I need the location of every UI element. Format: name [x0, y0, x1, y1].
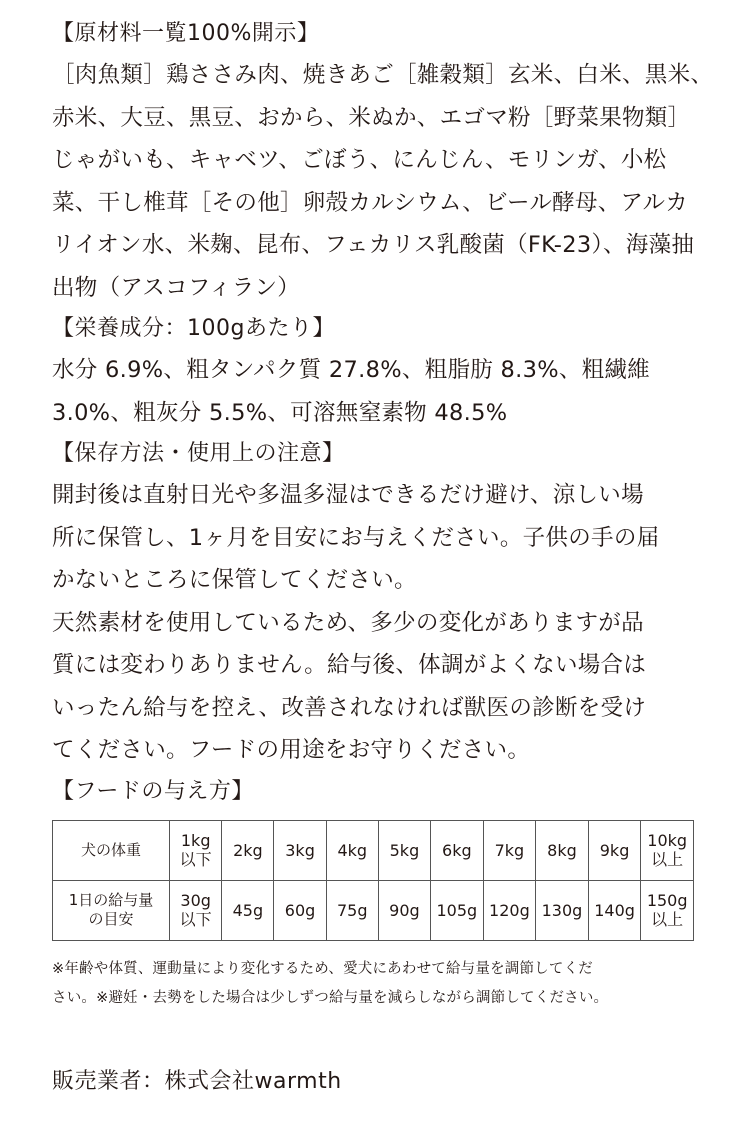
amount-value: 以下: [179, 910, 212, 929]
feeding-heading: 【フードの与え方】: [52, 778, 254, 804]
amount-cell: [483, 880, 536, 940]
weight-cell: [170, 820, 222, 880]
amount-value: 105g: [436, 900, 478, 920]
weight-cell: [222, 820, 274, 880]
weight-cell: [274, 820, 326, 880]
ingredients-line: 出物（アスコフィラン）: [52, 274, 301, 301]
storage-line: 天然素材を使用しているため、多少の変化がありますが品: [52, 609, 644, 636]
amount-value: 150g: [646, 891, 688, 910]
weight-cell: [378, 820, 430, 880]
weight-value: 以下: [179, 850, 212, 869]
note-line: さい。※避妊・去勢をした場合は少しずつ給与量を減らしながら調節してください。: [52, 989, 609, 1006]
weight-cell: [536, 820, 589, 880]
ingredients-heading: 【原材料一覧100%開示】: [52, 21, 320, 46]
seller-info: 販売業者：株式会社warmth: [52, 1069, 342, 1094]
amount-cell: [588, 880, 641, 940]
amount-value: 140g: [594, 900, 635, 920]
amount-value: 45g: [232, 900, 264, 920]
weight-value: 6kg: [442, 840, 472, 860]
ingredients-line: リイオン水、米麹、昆布、フェカリス乳酸菌（FK-23）、海藻抽: [52, 232, 695, 258]
nutrition-heading: 【栄養成分：100gあたり】: [52, 316, 335, 341]
amount-value: 30g: [180, 891, 211, 910]
amount-value: 75g: [336, 900, 368, 920]
weight-header-cell: [53, 820, 170, 880]
weight-cell: [431, 820, 484, 880]
amount-cell: [378, 880, 430, 940]
weight-cell: [641, 820, 694, 880]
weight-value: 10kg: [647, 831, 688, 850]
amount-cell: [641, 880, 694, 940]
amount-value: 120g: [489, 900, 530, 920]
amount-value: 60g: [284, 900, 316, 920]
weight-header-label: 犬の体重: [81, 840, 142, 859]
ingredients-text: [52, 54, 714, 309]
weight-value: 7kg: [494, 840, 525, 860]
storage-line: てください。フードの用途をお守りください。: [52, 737, 531, 763]
amount-cell: [326, 880, 378, 940]
feeding-notes: [52, 955, 702, 1013]
amount-row: [53, 880, 694, 940]
amount-header-label: 1日の給与量: [68, 891, 154, 909]
weight-value: 以上: [651, 850, 684, 869]
storage-line: 所に保管し、1ヶ月を目安にお与えください。子供の手の届: [52, 524, 660, 551]
ingredients-line: じゃがいも、キャベツ、ごぼう、にんじん、モリンガ、小松: [52, 147, 667, 173]
weight-value: 9kg: [599, 840, 630, 860]
nutrition-line: 3.0%、粗灰分 5.5%、可溶無窒素物 48.5%: [52, 399, 508, 426]
amount-cell: [222, 880, 274, 940]
ingredients-line: ［肉魚類］鶏ささみ肉、焼きあご［雑穀類］玄米、白米、黒米、: [52, 62, 714, 88]
nutrition-text: [52, 349, 702, 434]
weight-value: 5kg: [389, 840, 420, 860]
storage-line: 開封後は直射日光や多温多湿はできるだけ避け、涼しい場: [52, 482, 644, 508]
weight-value: 2kg: [233, 840, 263, 860]
amount-value: 130g: [541, 900, 583, 920]
amount-value: 以上: [651, 910, 684, 929]
weight-row: [53, 820, 694, 880]
storage-line: かないところに保管してください。: [52, 567, 417, 593]
amount-header-cell: [53, 880, 170, 940]
weight-value: 3kg: [285, 840, 315, 860]
amount-cell: [536, 880, 589, 940]
amount-cell: [431, 880, 484, 940]
weight-cell: [588, 820, 641, 880]
ingredients-line: 赤米、大豆、黒豆、おから、米ぬか、エゴマ粉［野菜果物類］: [52, 104, 691, 131]
weight-cell: [483, 820, 536, 880]
weight-cell: [326, 820, 378, 880]
storage-line: 質には変わりありません。給与後、体調がよくない場合は: [52, 652, 647, 678]
amount-cell: [274, 880, 326, 940]
product-label: [52, 14, 714, 1013]
feeding-table: [52, 820, 694, 941]
amount-header-label: の目安: [88, 910, 134, 928]
storage-heading: 【保存方法・使用上の注意】: [52, 441, 345, 466]
weight-value: 4kg: [337, 840, 368, 860]
storage-text: [52, 474, 702, 772]
nutrition-line: 水分 6.9%、粗タンパク質 27.8%、粗脂肪 8.3%、粗繊維: [52, 357, 651, 383]
ingredients-line: 菜、干し椎茸［その他］卵殻カルシウム、ビール酵母、アルカ: [52, 189, 689, 216]
weight-value: 1kg: [180, 831, 211, 850]
amount-cell: [170, 880, 222, 940]
storage-line: いったん給与を控え、改善されなければ獣医の診断を受け: [52, 694, 647, 721]
amount-value: 90g: [389, 900, 420, 920]
weight-value: 8kg: [547, 840, 577, 860]
note-line: ※年齢や体質、運動量により変化するため、愛犬にあわせて給与量を調節してくだ: [52, 960, 593, 977]
